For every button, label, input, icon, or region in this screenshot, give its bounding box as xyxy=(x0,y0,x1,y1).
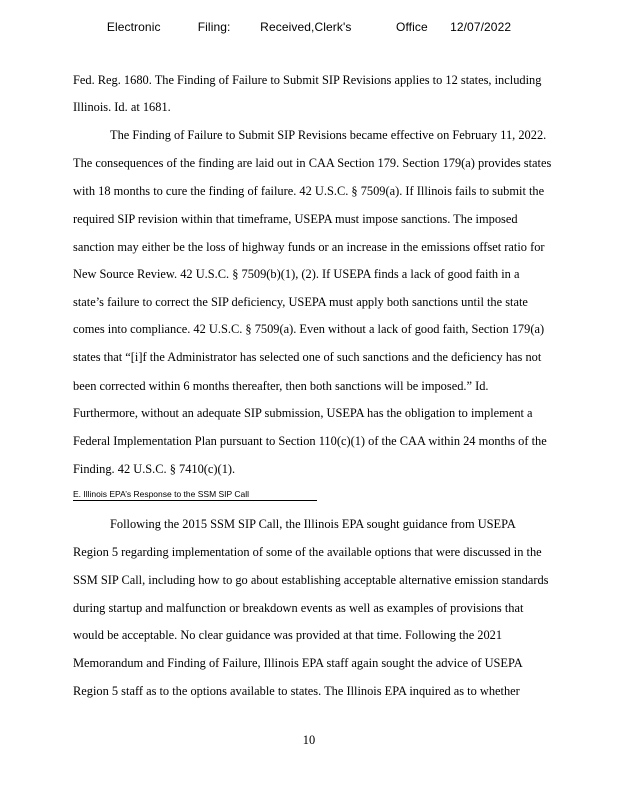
body-line: would be acceptable. No clear guidance was provided at that time. Following the 2021 xyxy=(73,628,503,642)
body-line: Region 5 regarding implementation of some of the available options that were discussed in the xyxy=(73,545,542,559)
paragraph-first-line: The Finding of Failure to Submit SIP Revisions became effective on February 11, 2022. xyxy=(110,128,547,142)
body-line: Illinois. Id. at 1681. xyxy=(73,100,171,114)
body-line: state’s failure to correct the SIP deficiency, USEPA must apply both sanctions until the state xyxy=(73,295,528,309)
body-line: New Source Review. 42 U.S.C. § 7509(b)(1), (2). If USEPA finds a lack of good faith in a xyxy=(73,267,520,281)
body-line: Memorandum and Finding of Failure, Illinois EPA staff again sought the advice of USEPA xyxy=(73,656,523,670)
body-line: Region 5 staff as to the options available to states. The Illinois EPA inquired as to whether xyxy=(73,684,520,698)
body-line: been corrected within 6 months thereafter, then both sanctions will be imposed.” Id. xyxy=(73,379,489,393)
body-line: required SIP revision within that timeframe, USEPA must impose sanctions. The imposed xyxy=(73,212,518,226)
body-line: during startup and malfunction or breakdown events as well as examples of provisions that xyxy=(73,601,524,615)
paragraph-first-line: Following the 2015 SSM SIP Call, the Illinois EPA sought guidance from USEPA xyxy=(110,517,516,531)
section-heading: E. Illinois EPA’s Response to the SSM SIP Call xyxy=(73,489,317,501)
body-line: with 18 months to cure the finding of failure. 42 U.S.C. § 7509(a). If Illinois fails to submit the xyxy=(73,184,545,198)
body-line: Furthermore, without an adequate SIP submission, USEPA has the obligation to implement a xyxy=(73,406,533,420)
body-line: comes into compliance. 42 U.S.C. § 7509(a). Even without a lack of good faith, Section 179(a) xyxy=(73,322,545,336)
body-line: Finding. 42 U.S.C. § 7410(c)(1). xyxy=(73,462,236,476)
body-line: Federal Implementation Plan pursuant to Section 110(c)(1) of the CAA within 24 months of the xyxy=(73,434,547,448)
body-line: states that “[i]f the Administrator has selected one of such sanctions and the deficiency has not xyxy=(73,350,542,364)
electronic-filing-header: Electronic Filing: Received,Clerk's Office 12/07/2022 xyxy=(106,20,512,34)
body-line: The consequences of the finding are laid out in CAA Section 179. Section 179(a) provides states xyxy=(73,156,552,170)
body-line: SSM SIP Call, including how to go about establishing acceptable alternative emission standards xyxy=(73,573,549,587)
body-line: Fed. Reg. 1680. The Finding of Failure to Submit SIP Revisions applies to 12 states, including xyxy=(73,73,542,87)
page-number: 10 xyxy=(302,733,316,747)
body-line: sanction may either be the loss of highway funds or an increase in the emissions offset ratio for xyxy=(73,240,545,254)
